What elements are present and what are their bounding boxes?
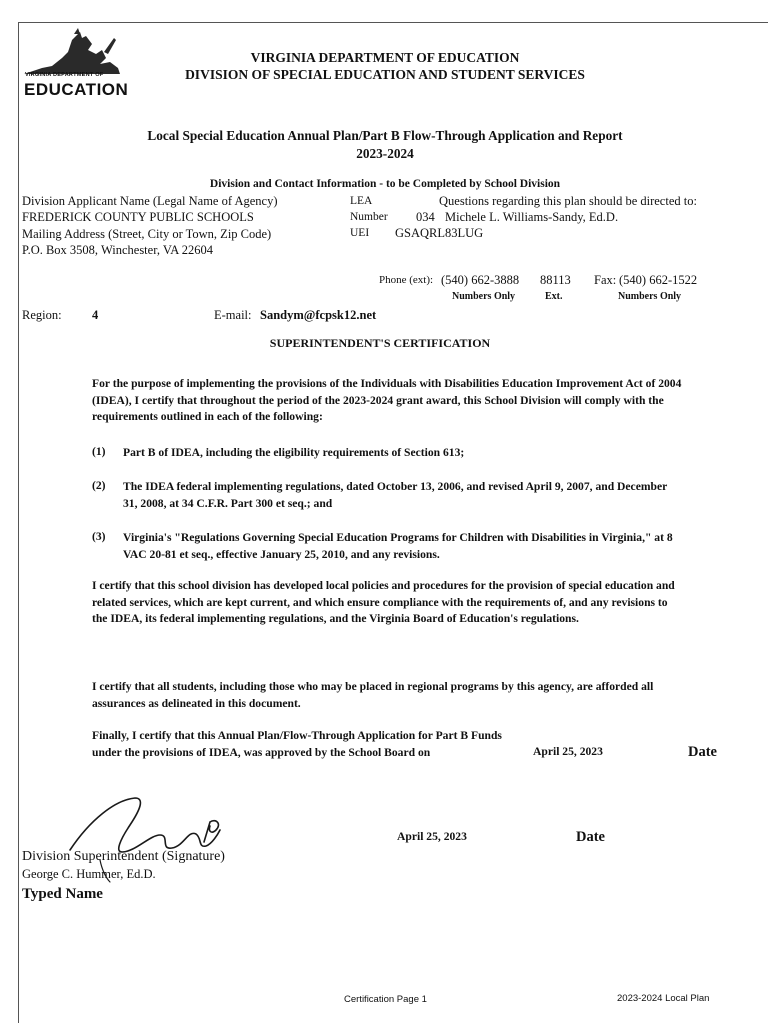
lea-label: LEA	[350, 195, 373, 207]
typed-name-label: Typed Name	[22, 886, 103, 902]
phone-numbers-only-note: Numbers Only	[452, 291, 516, 302]
certification-heading: SUPERINTENDENT'S CERTIFICATION	[269, 336, 491, 350]
certification-policies-paragraph: I certify that this school division has developed local policies and procedures for the provision of special education and related services, which are kept current, and which ensure compliance with the requirements of, and any revisions to the IDEA, its federal implementing regulations, and the Virginia Board of Education's regulations.	[92, 579, 675, 625]
header-agency-name: VIRGINIA DEPARTMENT OF EDUCATION	[250, 50, 520, 65]
division-section-heading: Division and Contact Information - to be Completed by School Division	[209, 178, 561, 190]
header-division-name: DIVISION OF SPECIAL EDUCATION AND STUDENT SERVICES	[185, 67, 585, 82]
item-3-number: (3)	[92, 530, 106, 543]
lea-number-value: 034	[416, 210, 435, 224]
lea-number-label: Number	[350, 211, 388, 223]
logo-agency-small-text: VIRGINIA DEPARTMENT OF	[25, 72, 104, 78]
document-title: Local Special Education Annual Plan/Part B Flow-Through Application and Report	[147, 128, 623, 143]
item-2-text: The IDEA federal implementing regulations, dated October 13, 2006, and revised April 9, 2007, and December 31, 2008, at 34 C.F.R. Part 300 et seq.; and	[123, 480, 668, 510]
phone-label: Phone (ext):	[379, 274, 434, 286]
questions-label: Questions regarding this plan should be directed to:	[439, 194, 697, 208]
mailing-address-value: P.O. Box 3508, Winchester, VA 22604	[22, 243, 214, 257]
mailing-address-label: Mailing Address (Street, City or Town, Zip Code)	[22, 227, 272, 241]
item-1-text: Part B of IDEA, including the eligibility requirements of Section 613;	[123, 446, 465, 459]
signature-label: Division Superintendent (Signature)	[22, 849, 225, 864]
phone-value: (540) 662-3888	[441, 273, 520, 287]
applicant-name-label: Division Applicant Name (Legal Name of Agency)	[22, 194, 278, 208]
fax-label: Fax:	[594, 273, 617, 287]
certification-students-paragraph: I certify that all students, including those who may be placed in regional programs by this agency, are afforded all assurances as delineated in this document.	[92, 680, 654, 710]
region-label: Region:	[22, 308, 62, 322]
signature-date: April 25, 2023	[397, 830, 467, 843]
region-value: 4	[92, 308, 99, 322]
ext-value: 88113	[540, 273, 571, 287]
footer-plan-label: 2023-2024 Local Plan	[617, 993, 710, 1004]
logo-agency-large-text: EDUCATION	[24, 80, 129, 99]
footer-page-label: Certification Page 1	[344, 994, 427, 1005]
email-label: E-mail:	[214, 308, 252, 322]
board-date-label: Date	[688, 744, 717, 760]
ext-note: Ext.	[545, 291, 563, 302]
applicant-name-value: FREDERICK COUNTY PUBLIC SCHOOLS	[22, 210, 254, 224]
certification-intro: For the purpose of implementing the provisions of the Individuals with Disabilities Education Improvement Act of 2004 (IDEA), I certify that throughout the period of the 2023-2024 grant award, this School Division will comply with the requirements outlined in each of the following:	[92, 377, 682, 423]
item-2-number: (2)	[92, 479, 106, 492]
email-value: Sandym@fcpsk12.net	[260, 308, 377, 322]
typed-name-value: George C. Hummer, Ed.D.	[22, 867, 156, 881]
fax-value: (540) 662-1522	[619, 273, 698, 287]
signature-date-label: Date	[576, 829, 605, 845]
fax-numbers-only-note: Numbers Only	[618, 291, 682, 302]
uei-value: GSAQRL83LUG	[395, 226, 484, 240]
document-year: 2023-2024	[356, 146, 414, 161]
item-1-number: (1)	[92, 445, 106, 458]
board-approval-date: April 25, 2023	[533, 745, 603, 758]
item-3-text: Virginia's "Regulations Governing Special Education Programs for Children with Disabilities in Virginia," at 8 VAC 20-81 et seq., effective January 25, 2010, and any revisions.	[123, 531, 673, 561]
uei-label: UEI	[350, 227, 370, 239]
certification-board-paragraph: Finally, I certify that this Annual Plan/Flow-Through Application for Part B Funds under the provisions of IDEA, was approved by the School Board on	[92, 729, 502, 759]
contact-name: Michele L. Williams-Sandy, Ed.D.	[445, 210, 619, 224]
